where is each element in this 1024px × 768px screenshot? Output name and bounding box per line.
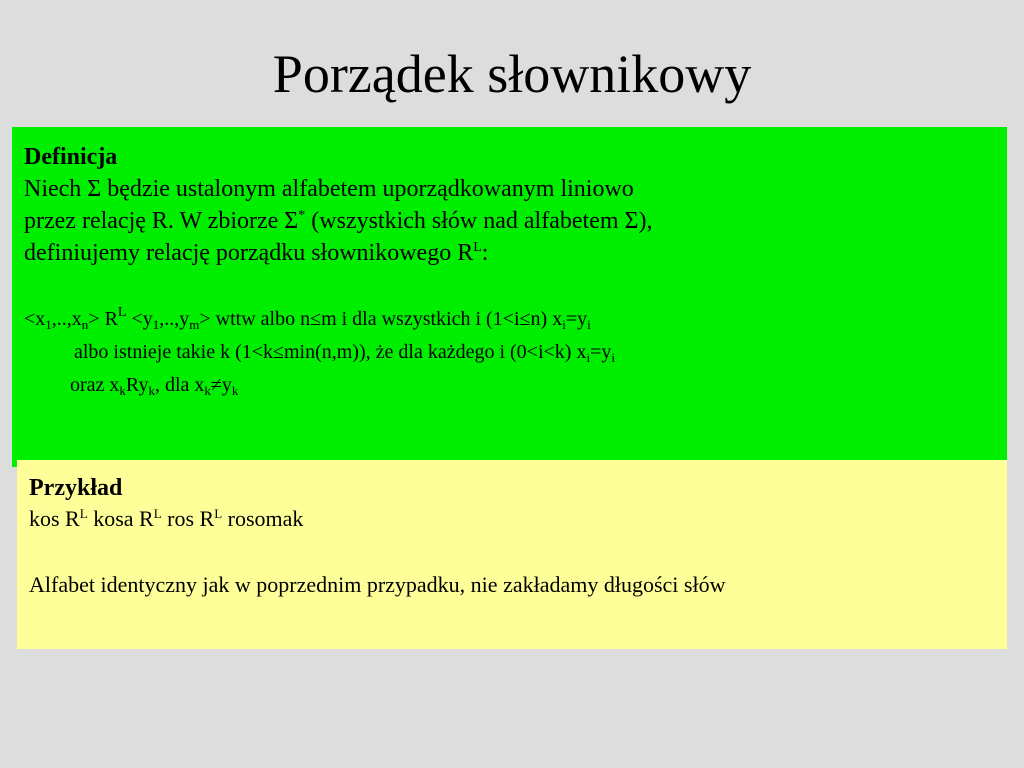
- example-words: kos $R^L$ kosa $R^L$ ros $R^L$ rosomak: [29, 506, 304, 531]
- example-box: [17, 460, 1007, 649]
- definition-formula: [24, 303, 1007, 402]
- formula-line-3: oraz $x_kRy_k$, dla $x_k\ne y_k$: [70, 374, 239, 398]
- definition-box: [12, 127, 1007, 467]
- definition-line-2: przez relację R. W zbiorze Σ* (wszystkich słów nad alfabetem Σ),: [24, 208, 653, 234]
- example-heading: Przykład: [29, 475, 123, 501]
- example-alphabet-note: Alfabet identyczny jak w poprzednim przypadku, nie zakładamy długości słów: [29, 572, 726, 597]
- slide-title: Porządek słownikowy: [272, 44, 752, 104]
- definition-heading: Definicja: [24, 144, 118, 170]
- formula-line-2: albo istnieje takie k (1<k≤min(n,m)), że dla każdego i (0<i<k) $x_i=y_i$: [74, 341, 615, 365]
- definition-line-1: Niech Σ będzie ustalonym alfabetem uporządkowanym liniowo: [24, 176, 634, 202]
- formula-line-1: $<x_1,..,x_n> R^L <y_1,..,y_m>$ wttw albo n≤m i dla wszystkich i (1<i≤n) $x_i=y_i$: [24, 305, 591, 332]
- definition-line-3: definiujemy relację porządku słownikowego $R^L$:: [24, 240, 489, 266]
